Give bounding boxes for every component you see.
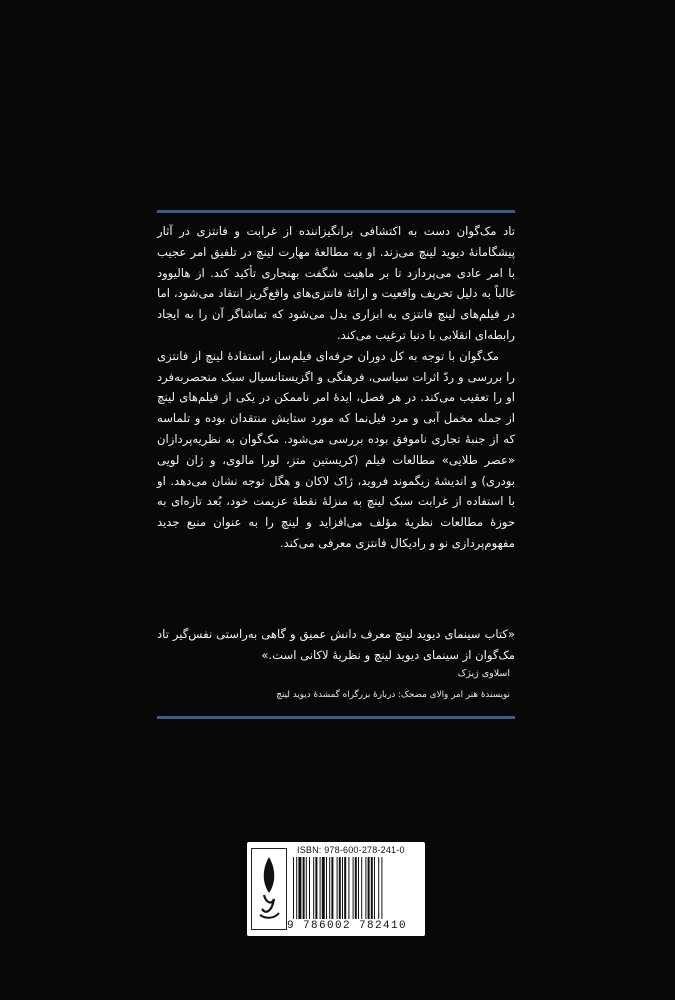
barcode-digits: 9 786002 782410: [287, 920, 408, 932]
isbn-label: ISBN: 978-600-278-241-0: [297, 845, 405, 855]
bottom-divider: [157, 716, 515, 719]
barcode-bars: [293, 857, 419, 919]
quote-author: اسلاوی ژیژک: [457, 668, 510, 679]
isbn-barcode-box: [247, 842, 425, 936]
publisher-logo-icon: [251, 848, 287, 930]
endorsement-quote: «کتاب سینمای دیوید لینچ معرف دانش عمیق و گاهی به‌راستی نفس‌گیر تاد مک‌گوان از سینمای دیوید لینچ و نظریهٔ لاکانی است.»: [157, 627, 515, 662]
quote-author-credit: نویسندهٔ هنر امر والای مضحک: دربارهٔ بزرگراه گمشدهٔ دیوید لینچ: [276, 690, 510, 700]
blurb-paragraph-2: مک‌گوان با توجه به کل دوران حرفه‌ای فیلم‌ساز، استفادهٔ لینچ از فانتزی را بررسی و ردّ اثرات سیاسی، فرهنگی و اگزیستانسیال سبک منحصربه‌فرد او را تعقیب می‌کند. در هر فصل، ایدهٔ امر ناممکن در یکی از فیلم‌های لینچ از جمله مخمل آبی و مرد فیل‌نما که مورد ستایش منتقدان بوده و تلماسه که از جنبهٔ تجاری ناموفق بوده بررسی می‌شود. مک‌گوان به نظریه‌پردازان «عصر طلایی» مطالعات فیلم (کریستین متز، لورا مالوی، و ژان لویی بودری) و اندیشهٔ زیگموند فروید، ژاک لاکان و هگل توجه نشان می‌دهد. او با استفاده از غرابت سبک لینچ به منزلهٔ نقطهٔ عزیمت خود، بُعد تازه‌ای به حوزهٔ مطالعات نظریهٔ مؤلف می‌افزاید و لینچ را به عنوان منبع جدید مفهوم‌پردازی نو و رادیکال فانتزی معرفی می‌کند.: [157, 348, 515, 550]
back-cover-blurb: [157, 221, 515, 554]
blurb-paragraph-1: تاد مک‌گوان دست به اکتشافی برانگیزاننده از غرابت و فانتزی در آثار پیشگامانهٔ دیوید لینچ می‌زند. او به مطالعهٔ مهارت لینچ در تلفیق امر عجیب با امر عادی می‌پردازد تا بر ماهیت شگفت بهنجاری تأکید کند. از هالیوود غالباً به دلیل تحریف واقعیت و ارائهٔ فانتزی‌های واقع‌گریز انتقاد می‌شود، اما در فیلم‌های لینچ فانتزی به ابزاری بدل می‌شود که تماشاگر آن را به ایجاد رابطه‌ای انقلابی با دنیا ترغیب می‌کند.: [157, 224, 515, 342]
top-divider: [157, 210, 515, 213]
